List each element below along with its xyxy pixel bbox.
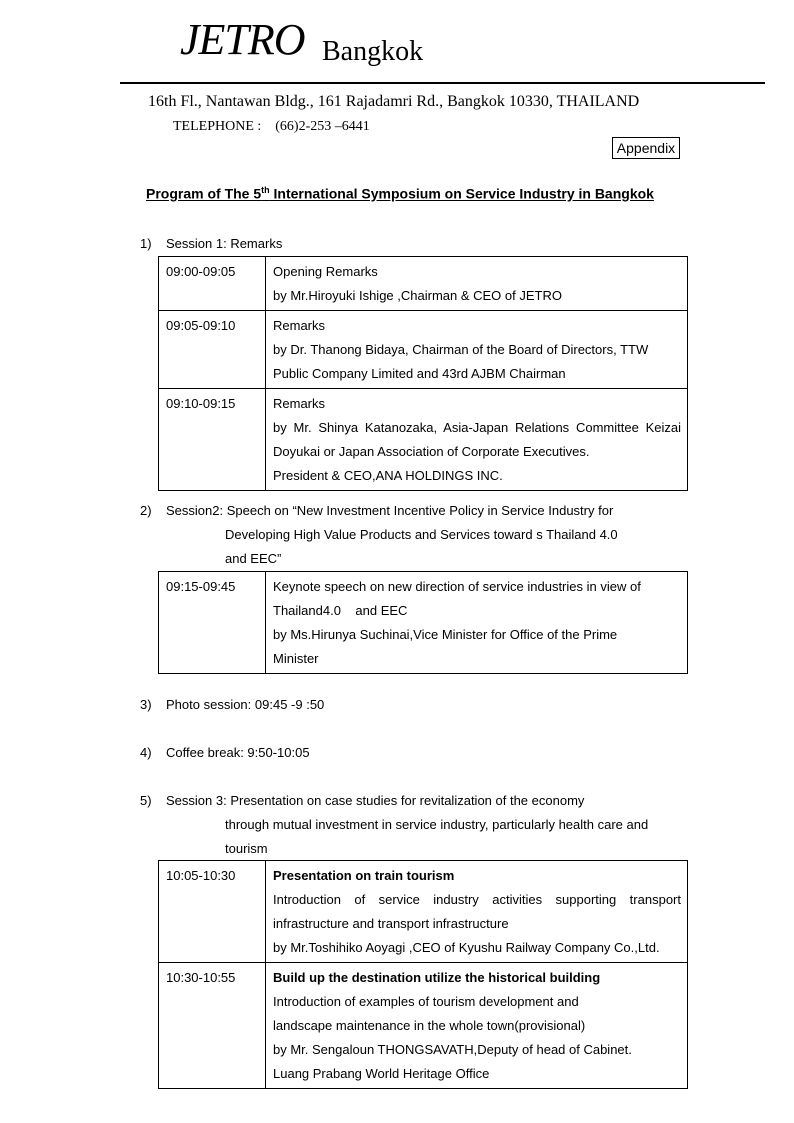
detail-cell [266,963,688,1089]
section-1-number: 1) [140,236,152,251]
detail-line: Remarks [273,318,326,333]
office-address: 16th Fl., Nantawan Bldg., 161 Rajadamri Rd., Bangkok 10330, THAILAND [148,93,640,110]
detail-cell [266,389,688,491]
presentation-heading: Build up the destination utilize the historical building [273,970,601,985]
session-2-table [158,571,688,674]
detail-line: Thailand4.0 and EEC [273,603,408,618]
detail-line: by Mr.Hiroyuki Ishige ,Chairman & CEO of JETRO [273,288,562,303]
section-5-heading: Session 3: Presentation on case studies for revitalization of the economy [166,793,585,808]
telephone [173,119,370,135]
session-3-table [158,860,688,1089]
table-row [159,861,688,963]
detail-line: Luang Prabang World Heritage Office [273,1066,490,1081]
detail-line: landscape maintenance in the whole town(provisional) [273,1018,586,1033]
header-rule [120,82,765,84]
detail-line: Introduction of service industry activities supporting transport [273,892,681,907]
title-suffix: International Symposium on Service Industry in Bangkok [269,185,654,202]
table-row [159,572,688,674]
section-3-number: 3) [140,697,152,712]
section-2-number: 2) [140,503,152,518]
detail-cell [266,572,688,674]
time-cell: 10:05-10:30 [159,861,266,963]
table-row [159,257,688,311]
section-2-heading-line-2: Developing High Value Products and Services toward s Thailand 4.0 [225,527,618,542]
section-2-heading-line-3: and EEC” [225,551,282,566]
section-5-number: 5) [140,793,152,808]
time-cell: 09:05-09:10 [159,311,266,389]
table-row [159,311,688,389]
logo-city: Bangkok [322,36,424,67]
detail-line: Opening Remarks [273,264,378,279]
appendix-box: Appendix [612,137,680,159]
detail-line: by Ms.Hirunya Suchinai,Vice Minister for Office of the Prime [273,627,618,642]
title-sup: th [261,185,270,195]
time-cell: 09:10-09:15 [159,389,266,491]
section-3-heading: Photo session: 09:45 -9 :50 [166,697,325,712]
time-cell: 09:00-09:05 [159,257,266,311]
detail-cell [266,311,688,389]
detail-line: by Mr. Sengaloun THONGSAVATH,Deputy of head of Cabinet. [273,1042,632,1057]
detail-line: by Mr.Toshihiko Aoyagi ,CEO of Kyushu Railway Company Co.,Ltd. [273,940,660,955]
detail-line: Remarks [273,396,326,411]
detail-line: by Dr. Thanong Bidaya, Chairman of the Board of Directors, TTW [273,342,649,357]
detail-line: Doyukai or Japan Association of Corporate Executives. [273,444,590,459]
detail-line: President & CEO,ANA HOLDINGS INC. [273,468,503,483]
section-2-heading: Session2: Speech on “New Investment Incentive Policy in Service Industry for [166,503,614,518]
presentation-heading: Presentation on train tourism [273,868,455,883]
detail-line: by Mr. Shinya Katanozaka, Asia-Japan Relations Committee Keizai [273,420,681,435]
title-prefix: Program of The 5 [146,185,262,202]
section-5-heading-line-3: tourism [225,841,268,856]
program-title [146,185,654,202]
section-1-heading: Session 1: Remarks [166,236,283,251]
detail-line: Introduction of examples of tourism development and [273,994,579,1009]
detail-line: infrastructure and transport infrastructure [273,916,509,931]
jetro-logo: JETRO [180,15,305,64]
detail-line: Public Company Limited and 43rd AJBM Chairman [273,366,566,381]
time-cell: 09:15-09:45 [159,572,266,674]
detail-line: Minister [273,651,319,666]
detail-cell [266,257,688,311]
time-cell: 10:30-10:55 [159,963,266,1089]
session-1-table [158,256,688,491]
detail-cell [266,861,688,963]
telephone-label: TELEPHONE : [173,119,262,134]
table-row [159,389,688,491]
detail-line: Keynote speech on new direction of service industries in view of [273,579,641,594]
table-row [159,963,688,1089]
section-5-heading-line-2: through mutual investment in service industry, particularly health care and [225,817,649,832]
section-4-number: 4) [140,745,152,760]
section-4-heading: Coffee break: 9:50-10:05 [166,745,310,760]
telephone-value: (66)2-253 –6441 [275,119,370,134]
